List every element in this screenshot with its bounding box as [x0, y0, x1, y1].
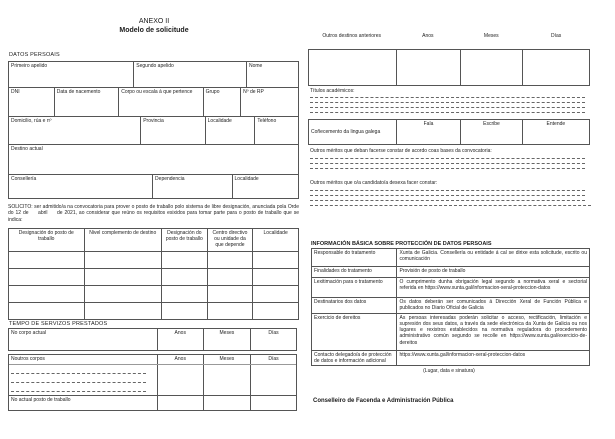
column-header — [207, 229, 253, 251]
column-header-label: Designación do posto de traballo — [165, 230, 203, 242]
input-cell[interactable] — [252, 252, 298, 268]
field-label: Exercicio de dereitos — [314, 314, 361, 321]
input-provincia[interactable] — [140, 117, 204, 144]
write-in-line[interactable] — [310, 164, 585, 169]
column-header: Meses — [483, 33, 499, 39]
input-grupo[interactable] — [203, 88, 241, 116]
table-row — [9, 87, 298, 116]
field-label: Nº de RP — [243, 89, 264, 95]
titulos-academicos-label: Títulos académicos: — [310, 88, 355, 94]
column-header-label: Centro directivo ou unidade da que depende — [212, 230, 248, 248]
write-in-line[interactable] — [11, 387, 146, 392]
conselleiro-line: Conselleiro de Facenda e Administración Pública — [313, 398, 454, 404]
field-label: Lexitimación para o tratamento — [314, 279, 383, 285]
column-header — [157, 355, 203, 364]
column-header-label: Designación do posto de traballo — [18, 230, 74, 242]
solicito-paragraph: SOLICITO: ser admitido/a na convocatoria para prover o posto de traballo polo sistema de libre designación, anunciada pola Orde do 12 de abril de 2021, ao considerar que reúno os requisitos esixidos para tomar parte para o posto de traballo que se indica: — [8, 204, 299, 223]
proteccion-datos-heading: INFORMACIÓN BÁSICA SOBRE PROTECCIÓN DE DATOS PERSOAIS — [311, 241, 492, 247]
input-cell[interactable] — [84, 252, 161, 268]
input-cell[interactable] — [161, 286, 207, 302]
table-row — [9, 268, 298, 285]
field-label: Meses — [219, 330, 235, 336]
input-cell[interactable] — [84, 269, 161, 285]
table-row — [9, 144, 298, 174]
field-label: Domicilio, rúa e nº — [11, 118, 52, 124]
proteccion-datos-table — [311, 248, 590, 366]
write-in-line[interactable] — [310, 201, 591, 206]
input-domicilio[interactable] — [9, 117, 140, 144]
column-header — [84, 229, 161, 251]
anexo-label: ANEXO II — [138, 18, 170, 25]
field-label: Localidade — [207, 118, 232, 124]
field-label: Coñecemento da lingua galega — [311, 129, 381, 135]
page-title: Modelo de solicitude — [119, 27, 189, 34]
input-cell[interactable] — [161, 269, 207, 285]
info-row-value: Os datos deberán ser comunicados á Dirección Xeral de Función Pública e publicados no Diario Oficial de Galicia — [396, 298, 589, 313]
input-entende[interactable] — [522, 120, 589, 144]
form-title-block — [0, 17, 308, 35]
input-dni[interactable] — [9, 88, 54, 116]
column-header-label: Localidade — [263, 230, 288, 236]
input-escribe[interactable] — [460, 120, 522, 144]
column-header-label: Nivel complemento de destino — [89, 230, 157, 236]
table-row — [9, 364, 296, 395]
field-label: Segundo apelido — [136, 63, 174, 69]
input-data-nacemento[interactable] — [54, 88, 118, 116]
column-header-label: Noutros corpos — [11, 356, 45, 362]
field-label: Fala — [423, 121, 434, 127]
table-row — [312, 350, 589, 365]
field-label: Primeiro apelido — [11, 63, 48, 69]
datos-persoais-table — [8, 61, 299, 199]
column-header — [250, 355, 296, 364]
input-anos[interactable] — [157, 329, 203, 350]
titulos-academicos-lines — [310, 93, 585, 113]
input-cell[interactable] — [9, 252, 84, 268]
table-row — [9, 116, 298, 144]
table-row — [9, 251, 298, 268]
info-row-value: https://www.xunta.gal/informacion-xeral-proteccion-datos — [396, 351, 589, 365]
table-row — [9, 302, 298, 319]
field-label: Contacto delegado/a de protección de datos e información adicional — [314, 351, 392, 364]
info-row-value: Provisión de posto de traballo — [396, 267, 589, 277]
outros-destinos-table — [308, 49, 590, 86]
column-header — [203, 355, 250, 364]
input-cell[interactable] — [460, 50, 522, 85]
field-label: No corpo actual — [11, 330, 47, 336]
input-telefono[interactable] — [254, 117, 298, 144]
input-cell[interactable] — [84, 303, 161, 319]
column-header: Días — [550, 33, 562, 39]
input-noutros-corpos[interactable] — [9, 365, 157, 395]
input-dias[interactable] — [250, 329, 296, 350]
input-cell[interactable] — [9, 303, 84, 319]
input-cell[interactable] — [250, 365, 296, 395]
postos-table — [8, 228, 299, 320]
meritos-bases-lines — [310, 154, 585, 169]
table-row — [9, 174, 298, 198]
table-row — [312, 313, 589, 350]
field-label: Días — [268, 330, 279, 336]
table-row — [312, 266, 589, 277]
input-conselleria[interactable] — [9, 175, 152, 198]
input-cell[interactable] — [157, 396, 203, 410]
field-label: Corpo ou escala á que pertence — [121, 89, 193, 95]
tempo-corpo-actual-table — [8, 328, 297, 351]
table-row — [9, 285, 298, 302]
input-outros-destinos[interactable] — [309, 50, 396, 85]
input-num-rp[interactable] — [240, 88, 298, 116]
field-label: Dependencia — [155, 176, 185, 182]
field-label: Nome — [248, 63, 263, 69]
field-label: Data de nacemento — [56, 89, 101, 95]
meritos-bases-label: Outros méritos que deban facerse constar de acordo coas bases da convocatoria: — [310, 148, 492, 154]
field-label: Escribe — [483, 121, 500, 127]
field-label: Destino actual — [11, 146, 43, 152]
input-segundo-apelido[interactable] — [133, 62, 246, 87]
lingua-galega-label-cell — [309, 120, 396, 144]
input-dependencia[interactable] — [152, 175, 231, 198]
tempo-noutros-corpos-table — [8, 354, 297, 411]
field-label: Provincia — [143, 118, 164, 124]
table-row — [9, 329, 296, 350]
input-cell[interactable] — [252, 269, 298, 285]
info-row-label — [312, 267, 396, 277]
column-header-label: Anos — [174, 356, 186, 362]
write-in-line[interactable] — [310, 108, 585, 113]
column-header — [9, 355, 157, 364]
table-row — [309, 50, 589, 85]
input-cell[interactable] — [161, 252, 207, 268]
field-label: Responsable do tratamento — [314, 250, 376, 256]
column-header-label: Días — [268, 356, 279, 362]
table-row — [312, 277, 589, 297]
info-row-label — [312, 298, 396, 313]
tempo-servizos-heading: TEMPO DE SERVIZOS PRESTADOS — [9, 321, 108, 327]
table-header-row — [9, 355, 296, 364]
input-cell[interactable] — [396, 50, 460, 85]
input-cell[interactable] — [9, 286, 84, 302]
column-header: Anos — [422, 33, 434, 39]
input-no-corpo-actual[interactable] — [9, 329, 157, 350]
input-cell[interactable] — [203, 365, 250, 395]
field-label: Grupo — [205, 89, 220, 95]
table-row — [9, 395, 296, 410]
input-cell[interactable] — [207, 269, 253, 285]
input-localidade-2[interactable] — [232, 175, 298, 198]
input-cell[interactable] — [203, 396, 250, 410]
input-cell[interactable] — [252, 286, 298, 302]
table-header-row — [9, 229, 298, 251]
table-row — [9, 62, 298, 87]
input-fala[interactable] — [396, 120, 460, 144]
table-row — [312, 249, 589, 266]
input-cell[interactable] — [157, 365, 203, 395]
column-header — [161, 229, 207, 251]
field-label: Consellería — [11, 176, 37, 182]
info-row-label — [312, 351, 396, 365]
meritos-candidato-lines — [310, 186, 585, 206]
input-actual-posto[interactable] — [9, 396, 157, 410]
field-label: Destinatarios dos datos — [314, 299, 367, 305]
table-row — [309, 120, 589, 144]
column-header — [9, 229, 84, 251]
input-cell[interactable] — [207, 252, 253, 268]
lugar-data-sinatura: (Lugar, data e sinatura) — [423, 368, 475, 374]
input-cell[interactable] — [522, 50, 589, 85]
input-cell[interactable] — [207, 303, 253, 319]
info-row-value: O cumprimento dunha obrigación legal segundo a normativa xeral e sectorial referida en https://www.xunta.gal/informacion-xeral-proteccion-datos — [396, 278, 589, 297]
input-meses[interactable] — [203, 329, 250, 350]
input-corpo-escala[interactable] — [118, 88, 202, 116]
input-nome[interactable] — [246, 62, 298, 87]
field-label: Teléfono — [257, 118, 277, 124]
column-header — [252, 229, 298, 251]
column-header: Outros destinos anteriores — [322, 33, 382, 39]
write-in-line[interactable] — [11, 369, 146, 374]
field-label: DNI — [11, 89, 20, 95]
datos-persoais-heading: DATOS PERSOAIS — [9, 52, 60, 58]
input-primeiro-apelido[interactable] — [9, 62, 133, 87]
input-localidade[interactable] — [205, 117, 255, 144]
field-label: Anos — [174, 330, 186, 336]
info-row-value: As persoas interesadas poderán solicitar o acceso, rectificación, limitación e supresión dos seus datos, a través da sede electrónica da Xunta de Galicia ou nos lugares e rexistros establecidos na normativa reguladora do procedemento administrativo común segundo se recolle en https://www.xunta.gal/exercicio-de-dereitos — [396, 314, 589, 350]
outros-destinos-header-row — [308, 33, 590, 39]
field-label: Finalidades do tratamento — [314, 268, 372, 274]
input-cell[interactable] — [207, 286, 253, 302]
lingua-galega-table — [308, 119, 590, 145]
input-cell[interactable] — [9, 269, 84, 285]
table-row — [312, 297, 589, 313]
input-cell[interactable] — [84, 286, 161, 302]
field-label: Localidade — [234, 176, 259, 182]
meritos-candidato-label: Outros méritos que o/a candidato/a desexa facer constar: — [310, 180, 438, 186]
info-row-label — [312, 278, 396, 297]
input-cell[interactable] — [250, 396, 296, 410]
input-cell[interactable] — [161, 303, 207, 319]
info-row-value: Xunta de Galicia. Consellería ou entidade á cal se dirixe esta solicitude, escrito ou comunicación — [396, 249, 589, 266]
input-destino-actual[interactable] — [9, 145, 298, 174]
write-in-line[interactable] — [11, 378, 146, 383]
info-row-label — [312, 249, 396, 266]
info-row-label — [312, 314, 396, 350]
column-header-label: Meses — [219, 356, 235, 362]
input-cell[interactable] — [252, 303, 298, 319]
field-label: No actual posto de traballo — [11, 397, 71, 403]
field-label: Entende — [546, 121, 566, 127]
